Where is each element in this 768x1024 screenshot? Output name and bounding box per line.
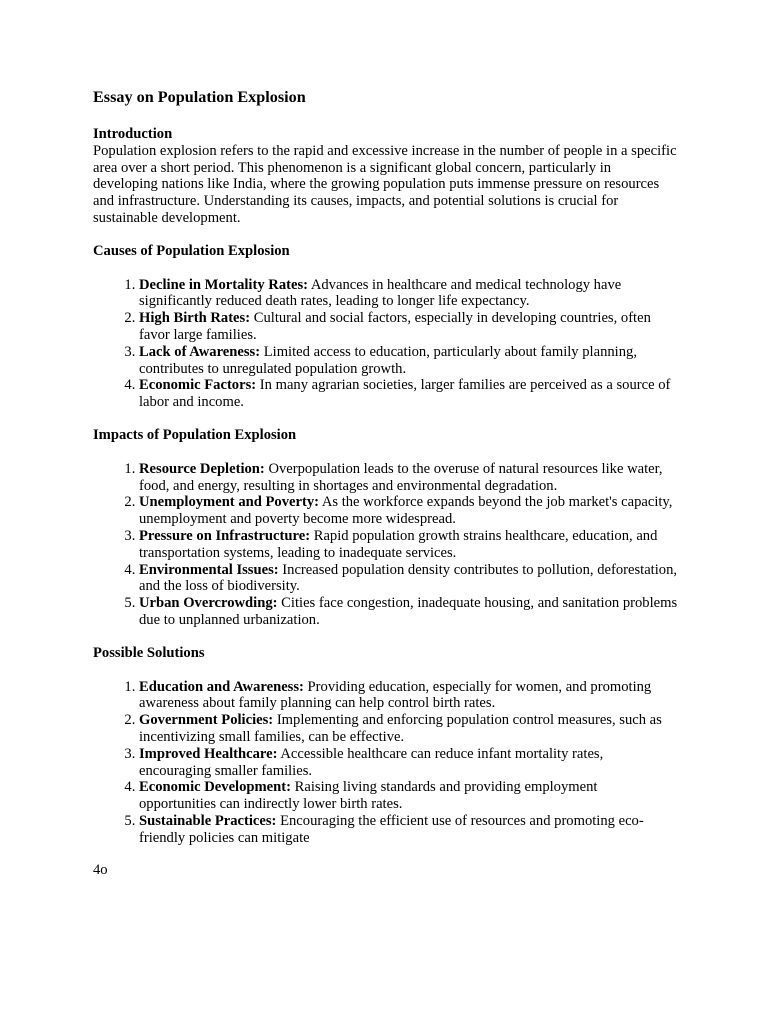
- list-item: [139, 746, 678, 780]
- list-item: [139, 528, 678, 562]
- list-item-text: Rapid population growth strains healthcare, education, and transportation systems, leading to inadequate services.: [139, 527, 658, 561]
- list-item-text: Encouraging the efficient use of resources and promoting eco-friendly policies can mitigate: [139, 812, 644, 846]
- list-item: [139, 494, 678, 528]
- document-title: Essay on Population Explosion: [93, 88, 306, 106]
- list-item-title: Lack of Awareness:: [139, 343, 261, 360]
- list-item: [139, 277, 678, 311]
- solutions-heading: Possible Solutions: [93, 644, 205, 661]
- impacts-heading: Impacts of Population Explosion: [93, 426, 297, 443]
- list-item-text: Increased population density contributes to pollution, deforestation, and the loss of biodiversity.: [139, 561, 678, 595]
- list-item-text: Providing education, especially for women, and promoting awareness about family planning can help control birth rates.: [139, 678, 652, 712]
- list-item-title: Pressure on Infrastructure:: [139, 527, 311, 544]
- list-item-text: Accessible healthcare can reduce infant mortality rates, encouraging smaller families.: [139, 745, 604, 779]
- solutions-list: [93, 679, 678, 847]
- document-page: [93, 86, 678, 879]
- list-item-text: In many agrarian societies, larger families are perceived as a source of labor and income.: [139, 377, 671, 411]
- list-item-title: Economic Factors:: [139, 377, 257, 394]
- list-item-text: Cultural and social factors, especially in developing countries, often favor large families.: [139, 310, 651, 343]
- list-item-title: Sustainable Practices:: [139, 812, 277, 829]
- footer-note: 4o: [93, 862, 108, 879]
- list-item: [139, 562, 678, 596]
- list-item: [139, 595, 678, 629]
- causes-list: [93, 277, 678, 411]
- list-item-text: Overpopulation leads to the overuse of natural resources like water, food, and energy, resulting in shortages and environmental degradation.: [139, 460, 663, 494]
- list-item: [139, 377, 678, 411]
- list-item: [139, 679, 678, 713]
- list-item-text: Limited access to education, particularly about family planning, contributes to unregulated population growth.: [139, 343, 637, 377]
- list-item: [139, 461, 678, 495]
- list-item: [139, 344, 678, 378]
- list-item-title: Decline in Mortality Rates:: [139, 276, 308, 293]
- list-item-text: As the workforce expands beyond the job market's capacity, unemployment and poverty become more widespread.: [139, 494, 673, 528]
- list-item-title: High Birth Rates:: [139, 310, 251, 327]
- list-item-title: Environmental Issues:: [139, 561, 279, 578]
- list-item-title: Urban Overcrowding:: [139, 595, 278, 612]
- list-item-title: Improved Healthcare:: [139, 745, 278, 762]
- list-item: [139, 712, 678, 746]
- list-item-title: Education and Awareness:: [139, 678, 304, 695]
- list-item-text: Implementing and enforcing population control measures, such as incentivizing small families, can be effective.: [139, 712, 662, 745]
- list-item-title: Resource Depletion:: [139, 460, 265, 477]
- introduction-paragraph: Population explosion refers to the rapid and excessive increase in the number of people in a specific area over a short period. This phenomenon is a significant global concern, particularly in developing nations like India, where the growing population puts immense pressure on resources and infrastructure. Understanding its causes, impacts, and potential solutions is crucial for sustainable development.: [93, 142, 677, 226]
- list-item: [139, 779, 678, 813]
- list-item-text: Advances in healthcare and medical technology have significantly reduced death rates, leading to longer life expectancy.: [139, 276, 622, 310]
- introduction-heading: Introduction: [93, 126, 173, 142]
- list-item-title: Economic Development:: [139, 779, 291, 796]
- list-item-title: Unemployment and Poverty:: [139, 494, 319, 511]
- list-item-text: Raising living standards and providing employment opportunities can indirectly lower birth rates.: [139, 779, 598, 813]
- list-item: [139, 813, 678, 847]
- list-item-title: Government Policies:: [139, 712, 274, 729]
- list-item-text: Cities face congestion, inadequate housing, and sanitation problems due to unplanned urbanization.: [139, 595, 678, 628]
- causes-heading: Causes of Population Explosion: [93, 242, 290, 259]
- list-item: [139, 310, 678, 344]
- impacts-list: [93, 461, 678, 629]
